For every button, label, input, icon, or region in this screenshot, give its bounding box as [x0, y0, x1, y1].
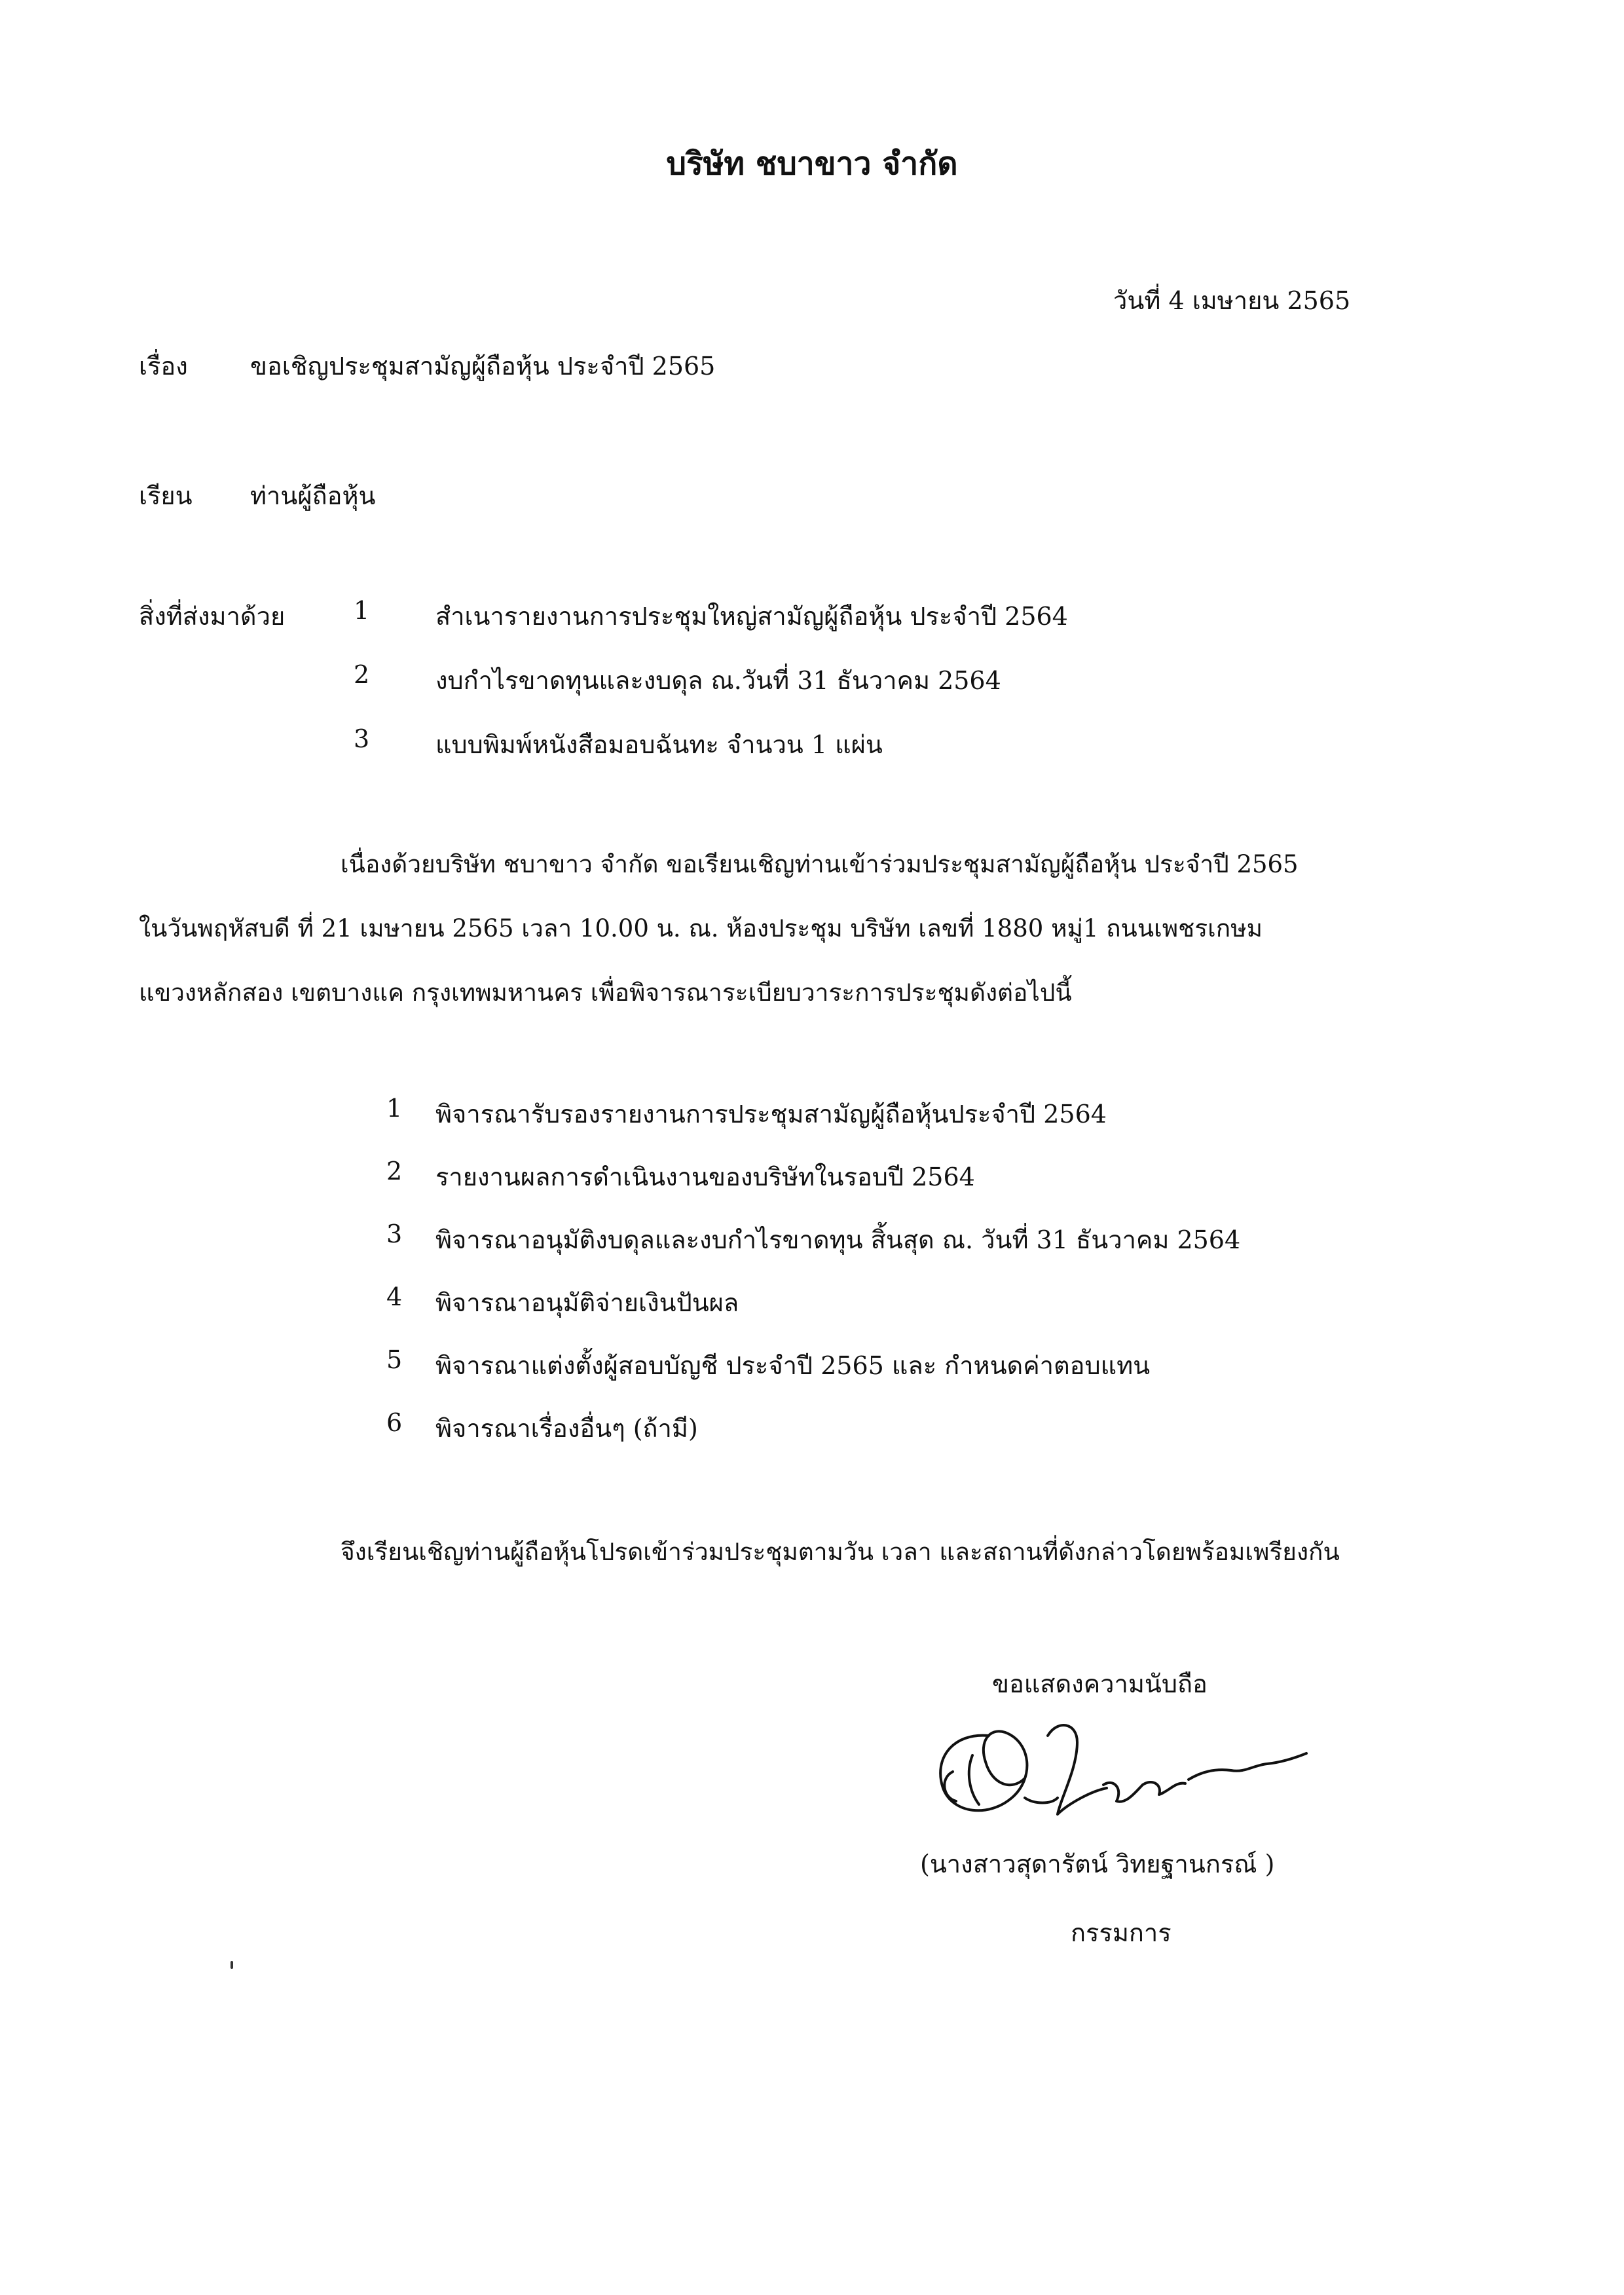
agenda-item: พิจารณาแต่งตั้งผู้สอบบัญชี ประจำปี 2565 และ กำหนดค่าตอบแทน: [435, 1351, 1151, 1380]
signatory-position: กรรมการ: [1071, 1918, 1172, 1947]
enclosure-item: แบบพิมพ์หนังสือมอบฉันทะ จำนวน 1 แผ่น: [435, 730, 883, 759]
body-line-1: เนื่องด้วยบริษัท ชบาขาว จำกัด ขอเรียนเชิญท่านเข้าร่วมประชุมสามัญผู้ถือหุ้น ประจำปี 2565: [341, 850, 1299, 878]
agenda-item: พิจารณาเรื่องอื่นๆ (ถ้ามี): [435, 1414, 698, 1443]
enclosure-number: 3: [354, 724, 370, 753]
agenda-item: พิจารณาอนุมัติงบดุลและงบกำไรขาดทุน สิ้นสุด ณ. วันที่ 31 ธันวาคม 2564: [435, 1225, 1241, 1254]
salutation-text: ท่านผู้ถือหุ้น: [250, 481, 376, 510]
agenda-number: 2: [386, 1157, 403, 1185]
agenda-item: พิจารณาอนุมัติจ่ายเงินปันผล: [435, 1288, 739, 1317]
closing-sentence: จึงเรียนเชิญท่านผู้ถือหุ้นโปรดเข้าร่วมประชุมตามวัน เวลา และสถานที่ดังกล่าวโดยพร้อมเพรียงกัน: [341, 1538, 1340, 1566]
enclosure-item: งบกำไรขาดทุนและงบดุล ณ.วันที่ 31 ธันวาคม 2564: [435, 666, 1001, 695]
agenda-item: รายงานผลการดำเนินงานของบริษัทในรอบปี 2564: [435, 1163, 975, 1191]
agenda-number: 5: [386, 1345, 403, 1374]
subject-text: ขอเชิญประชุมสามัญผู้ถือหุ้น ประจำปี 2565: [250, 352, 716, 381]
enclosure-item: สำเนารายงานการประชุมใหญ่สามัญผู้ถือหุ้น ประจำปี 2564: [435, 602, 1068, 631]
body-line-2: ในวันพฤหัสบดี ที่ 21 เมษายน 2565 เวลา 10.00 น. ณ. ห้องประชุม บริษัท เลขที่ 1880 หมู่1 ถนนเพชรเกษม: [139, 914, 1263, 942]
agenda-number: 1: [386, 1094, 403, 1123]
body-line-3: แขวงหลักสอง เขตบางแค กรุงเทพมหานคร เพื่อพิจารณาระเบียบวาระการประชุมดังต่อไปนี้: [139, 979, 1072, 1007]
agenda-number: 4: [386, 1282, 403, 1311]
agenda-number: 3: [386, 1220, 403, 1248]
letter-date: วันที่ 4 เมษายน 2565: [1113, 286, 1351, 315]
enclosure-number: 1: [354, 596, 370, 625]
company-title: บริษัท ชบาขาว จำกัด: [666, 145, 958, 182]
signatory-name: (นางสาวสุดารัตน์ วิทยฐานกรณ์ ): [920, 1850, 1275, 1878]
agenda-item: พิจารณารับรองรายงานการประชุมสามัญผู้ถือหุ้นประจำปี 2564: [435, 1100, 1107, 1129]
scan-speck: [231, 1961, 233, 1969]
salutation-label: เรียน: [139, 481, 193, 510]
agenda-number: 6: [386, 1408, 403, 1437]
subject-label: เรื่อง: [139, 352, 188, 381]
handwritten-signature: [927, 1706, 1326, 1837]
enclosure-number: 2: [354, 660, 370, 689]
enclosures-label: สิ่งที่ส่งมาด้วย: [139, 602, 286, 631]
closing-regards: ขอแสดงความนับถือ: [992, 1670, 1208, 1698]
